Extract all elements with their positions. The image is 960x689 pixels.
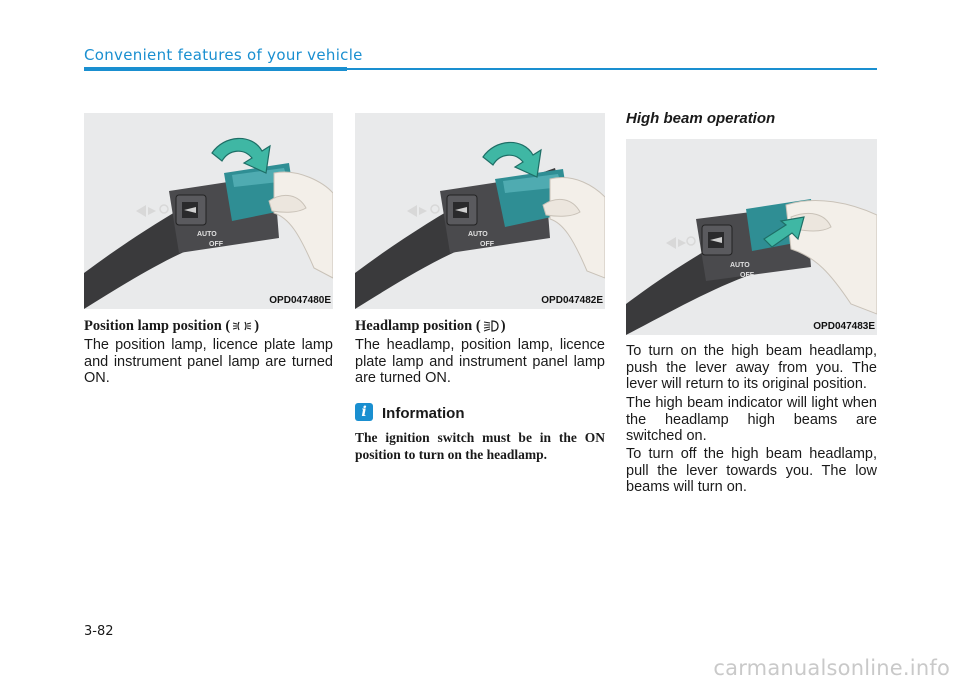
position-lamp-stalk-illustration bbox=[84, 113, 333, 309]
high-beam-stalk-illustration bbox=[626, 139, 877, 335]
page-number: 3-82 bbox=[84, 624, 114, 639]
headlamp-heading-text: Headlamp position ( bbox=[355, 318, 481, 334]
header-rule-accent bbox=[84, 67, 347, 71]
figure-code: OPD047480E bbox=[269, 295, 331, 306]
position-lamp-heading-close: ) bbox=[254, 318, 260, 334]
header-rule bbox=[347, 68, 877, 70]
information-icon: i bbox=[355, 403, 373, 421]
off-label: OFF bbox=[740, 272, 754, 279]
figure-code: OPD047482E bbox=[541, 295, 603, 306]
headlamp-stalk-illustration bbox=[355, 113, 605, 309]
headlamp-heading-close: ) bbox=[500, 318, 506, 334]
high-beam-para-1: To turn on the high beam headlamp, push the lever away from you. The lever will return to its original position. bbox=[626, 343, 877, 392]
watermark: carmanualsonline.info bbox=[713, 656, 950, 680]
position-lamp-icon bbox=[232, 320, 252, 337]
figure-position-lamp bbox=[84, 113, 333, 309]
information-text: The ignition switch must be in the ON position to turn on the headlamp. bbox=[355, 430, 605, 462]
high-beam-heading: High beam operation bbox=[626, 110, 776, 127]
headlamp-body: The headlamp, position lamp, licence plate lamp and instrument panel lamp are turned ON. bbox=[355, 337, 605, 386]
figure-headlamp bbox=[355, 113, 605, 309]
high-beam-para-2: The high beam indicator will light when the headlamp high beams are switched on. bbox=[626, 395, 877, 444]
figure-code: OPD047483E bbox=[813, 321, 875, 332]
off-label: OFF bbox=[480, 241, 494, 248]
position-lamp-heading bbox=[84, 318, 259, 337]
off-label: OFF bbox=[209, 241, 223, 248]
auto-label: AUTO bbox=[468, 231, 488, 238]
headlamp-heading bbox=[355, 318, 506, 337]
information-label: Information bbox=[382, 405, 465, 422]
section-header-title: Convenient features of your vehicle bbox=[84, 46, 363, 64]
position-lamp-body: The position lamp, licence plate lamp and instrument panel lamp are turned ON. bbox=[84, 337, 333, 386]
auto-label: AUTO bbox=[197, 231, 217, 238]
auto-label: AUTO bbox=[730, 262, 750, 269]
position-lamp-heading-text: Position lamp position ( bbox=[84, 318, 231, 334]
figure-high-beam bbox=[626, 139, 877, 335]
headlamp-icon bbox=[483, 320, 499, 337]
high-beam-para-3: To turn off the high beam headlamp, pull the lever towards you. The low beams will turn on. bbox=[626, 446, 877, 495]
